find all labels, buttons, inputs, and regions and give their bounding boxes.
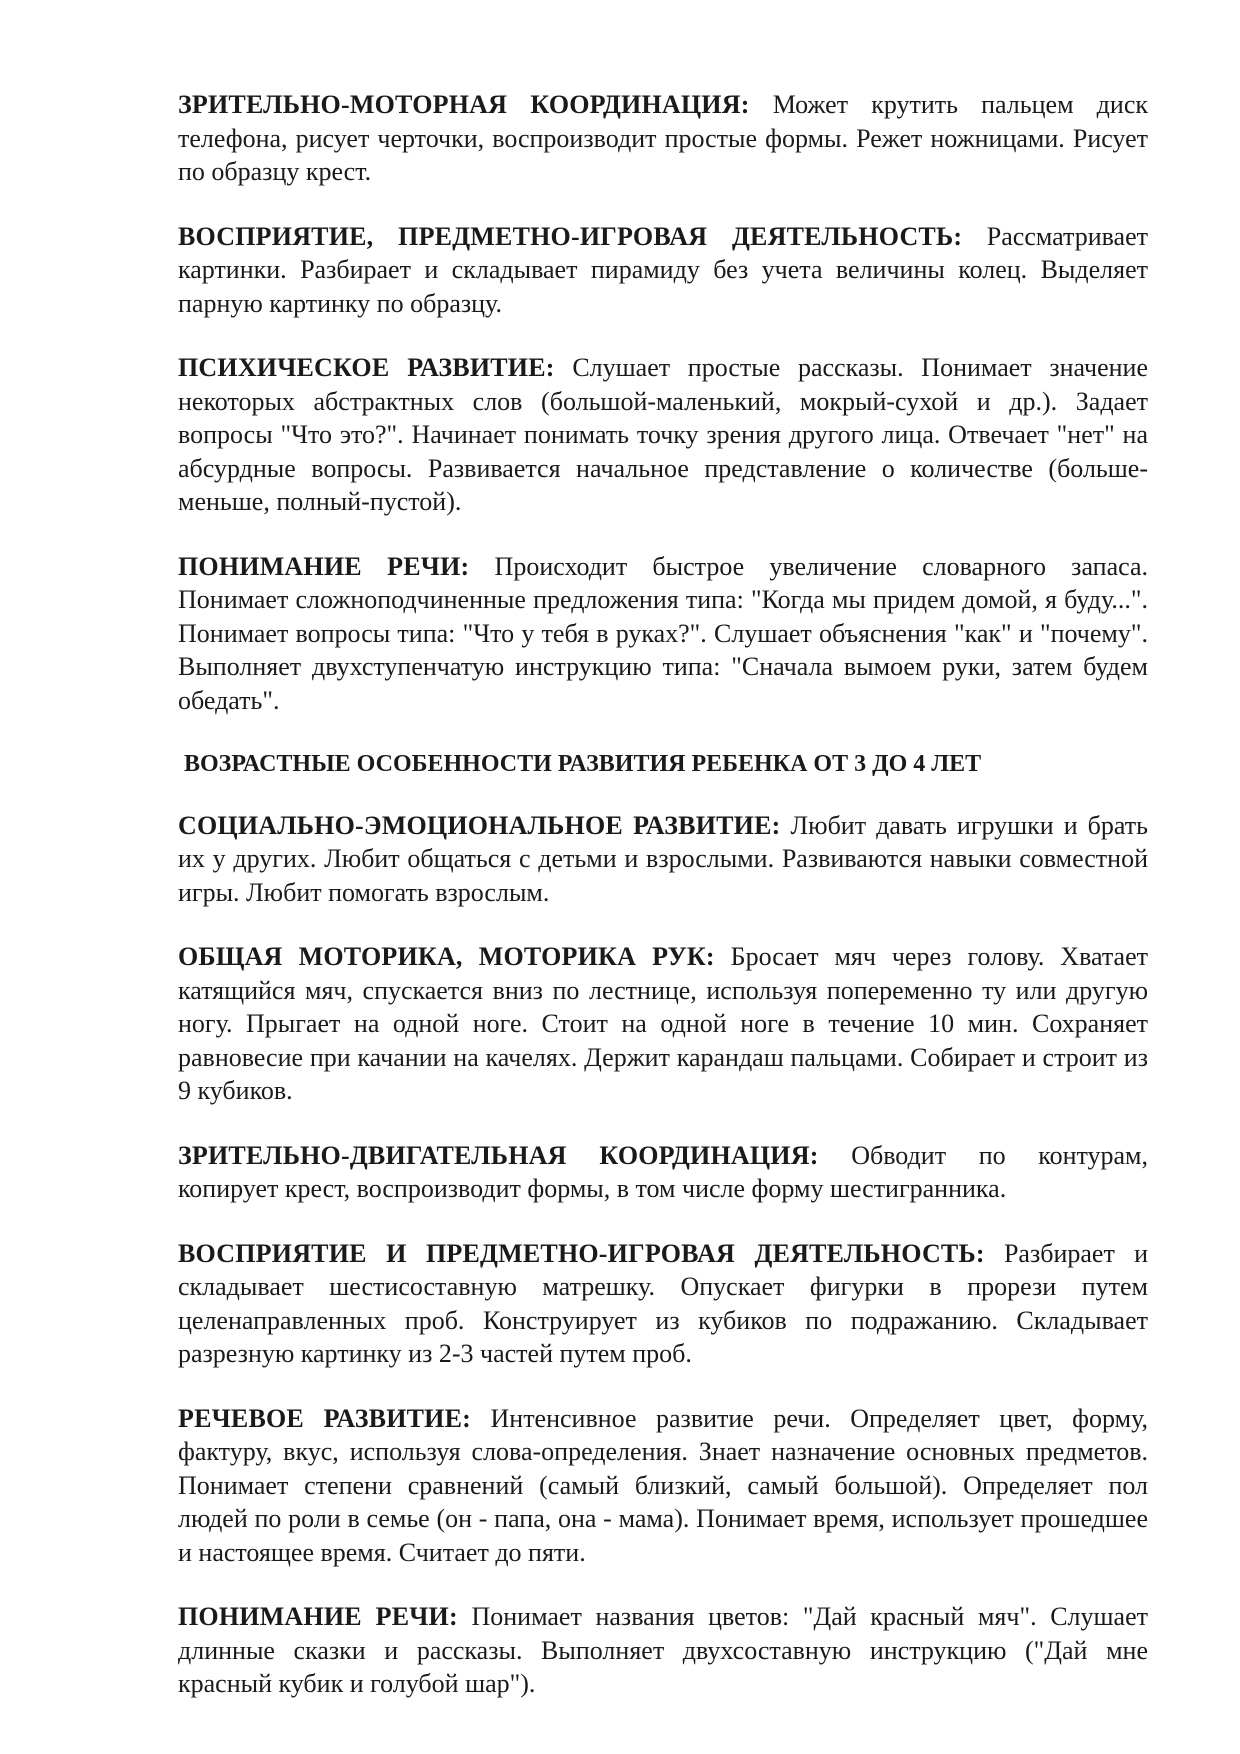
age-heading: ВОЗРАСТНЫЕ ОСОБЕННОСТИ РАЗВИТИЯ РЕБЕНКА ОТ 3 ДО 4 ЛЕТ <box>184 751 982 777</box>
section-text: Любит давать игрушки и брать их у других. Любит общаться с детьми и взрослыми. Развиваются навыки совместной игры. Любит помогать взрослым. <box>178 810 1148 907</box>
section-perception-play-2 <box>178 1237 1148 1371</box>
section-text: Обводит по контурам, копирует крест, воспроизводит формы, в том числе форму шестигранника. <box>178 1140 1148 1203</box>
section-label: ПОНИМАНИЕ РЕЧИ: <box>178 551 470 581</box>
section-label: РЕЧЕВОЕ РАЗВИТИЕ: <box>178 1403 471 1433</box>
section-label: ВОСПРИЯТИЕ, ПРЕДМЕТНО-ИГРОВАЯ ДЕЯТЕЛЬНОСТЬ: <box>178 221 963 251</box>
section-visual-motor <box>178 1139 1148 1206</box>
section-text: Слушает простые рассказы. Понимает значение некоторых абстрактных слов (большой-маленький, мокрый-сухой и др.). Задает вопросы "Что это?". Начинает понимать точку зрения другого лица. Отвечает "нет" на абсурдные вопросы. Развивается начальное представление о количестве (больше-меньше, полный-пустой). <box>178 353 1148 516</box>
section-label: ЗРИТЕЛЬНО-МОТОРНАЯ КООРДИНАЦИЯ: <box>178 90 750 119</box>
section-label: ПСИХИЧЕСКОЕ РАЗВИТИЕ: <box>178 353 555 382</box>
section-text: Понимает названия цветов: "Дай красный мяч". Слушает длинные сказки и рассказы. Выполняет двухсоставную инструкцию ("Дай мне красный кубик и голубой шар"). <box>178 1602 1148 1698</box>
section-speech-understanding-2 <box>178 1600 1148 1701</box>
section-label: ЗРИТЕЛЬНО-ДВИГАТЕЛЬНАЯ КООРДИНАЦИЯ: <box>178 1140 819 1170</box>
section-label: ПОНИМАНИЕ РЕЧИ: <box>178 1602 458 1631</box>
section-mental-development <box>178 351 1148 519</box>
section-text: Разбирает и складывает шестисоставную матрешку. Опускает фигурки в прорези путем целенаправленных проб. Конструирует из кубиков по подражанию. Складывает разрезную картинку из 2-3 частей путем проб. <box>178 1238 1148 1368</box>
section-label: ВОСПРИЯТИЕ И ПРЕДМЕТНО-ИГРОВАЯ ДЕЯТЕЛЬНОСТЬ: <box>178 1238 985 1268</box>
section-text: Происходит быстрое увеличение словарного запаса. Понимает сложноподчиненные предложения типа: "Когда мы придем домой, я буду...". Понимает вопросы типа: "Что у тебя в руках?". Слушает объяснения "как" и "почему". Выполняет двухступенчатую инструкцию типа: "Сначала вымоем руки, затем будем обедать". <box>178 551 1149 715</box>
section-social-emotional <box>178 809 1148 910</box>
section-speech-understanding <box>178 550 1148 718</box>
section-label: СОЦИАЛЬНО-ЭМОЦИОНАЛЬНОЕ РАЗВИТИЕ: <box>178 810 781 840</box>
section-text: Интенсивное развитие речи. Определяет цвет, форму, фактуру, вкус, используя слова-определения. Знает назначение основных предметов. Понимает степени сравнений (самый близкий, самый большой). Определяет пол людей по роли в семье (он - папа, она - мама). Понимает время, использует прошедшее и настоящее время. Считает до пяти. <box>178 1403 1148 1567</box>
section-text: Рассматривает картинки. Разбирает и складывает пирамиду без учета величины колец. Выделяет парную картинку по образцу. <box>178 221 1148 318</box>
section-motor-skills <box>178 940 1148 1108</box>
section-perception-play <box>178 220 1148 321</box>
section-text: Может крутить пальцем диск телефона, рисует черточки, воспроизводит простые формы. Режет ножницами. Рисует по образцу крест. <box>178 90 1148 186</box>
document-page <box>178 88 1148 1732</box>
section-visual-motor-coordination <box>178 88 1148 189</box>
section-speech-development <box>178 1402 1148 1570</box>
section-text: Бросает мяч через голову. Хватает катящийся мяч, спускается вниз по лестнице, используя попеременно ту или другую ногу. Прыгает на одной ноге. Стоит на одной ноге в течение 10 мин. Сохраняет равновесие при качании на качелях. Держит карандаш пальцами. Собирает и строит из 9 кубиков. <box>178 942 1148 1105</box>
section-label: ОБЩАЯ МОТОРИКА, МОТОРИКА РУК: <box>178 942 715 971</box>
